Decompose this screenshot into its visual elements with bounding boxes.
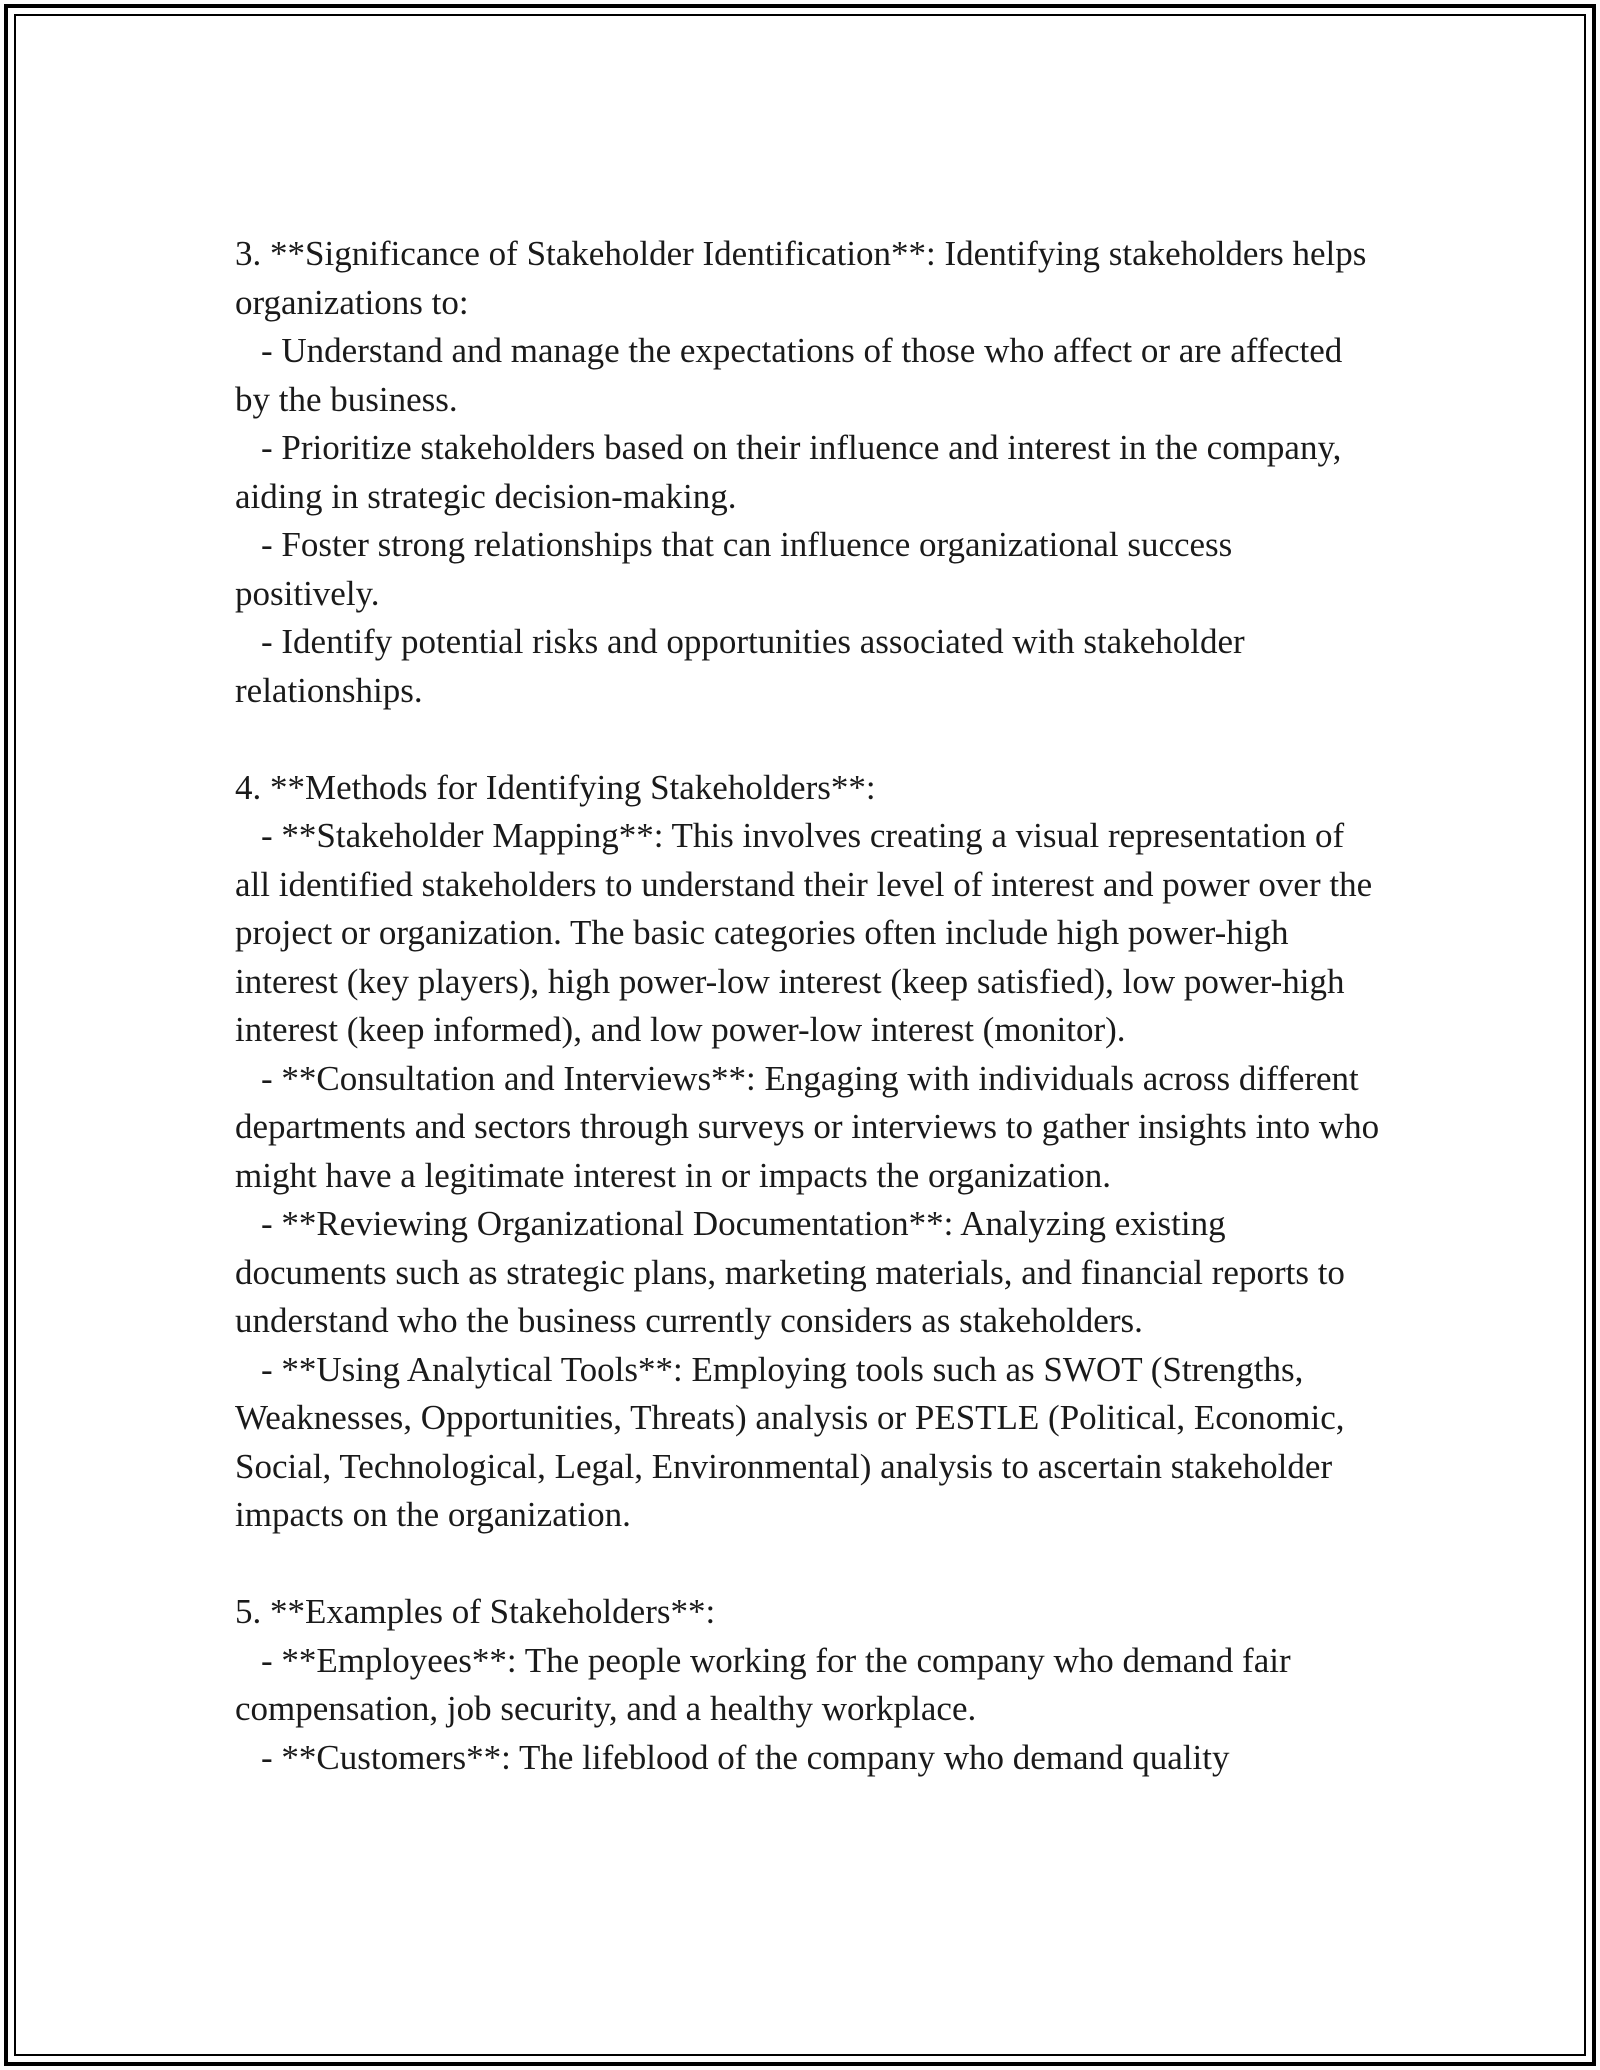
document-body bbox=[235, 230, 1380, 1782]
paragraph-gap bbox=[235, 1540, 1380, 1589]
section-3-item-4: - Identify potential risks and opportunities associated with stakeholder relationships. bbox=[235, 622, 1245, 710]
section-3-heading: 3. **Significance of Stakeholder Identification**: Identifying stakeholders helps organizations to: bbox=[235, 234, 1367, 322]
section-3-item-3: - Foster strong relationships that can influence organizational success positively. bbox=[235, 525, 1233, 613]
section-5-item-1: - **Employees**: The people working for the company who demand fair compensation, job security, and a healthy workplace. bbox=[235, 1640, 1291, 1728]
section-5-item-2: - **Customers**: The lifeblood of the company who demand quality bbox=[261, 1737, 1230, 1777]
section-5-heading: 5. **Examples of Stakeholders**: bbox=[235, 1592, 716, 1631]
section-3-item-2: - Prioritize stakeholders based on their influence and interest in the company, aiding in strategic decision-making. bbox=[235, 428, 1342, 516]
section-4-item-1: - **Stakeholder Mapping**: This involves creating a visual representation of all identified stakeholders to understand their level of interest and power over the project or organization. The basic categories often include high power-high interest (key players), high power-low interest (keep satisfied), low power-high interest (keep informed), and low power-low interest (monitor). bbox=[235, 816, 1373, 1049]
section-4-item-4: - **Using Analytical Tools**: Employing tools such as SWOT (Strengths, Weaknesses, Opportunities, Threats) analysis or PESTLE (Political, Economic, Social, Technological, Legal, Environmental) analysis to ascertain stakeholder impacts on the organization. bbox=[235, 1349, 1345, 1534]
section-3-item-1: - Understand and manage the expectations of those who affect or are affected by the business. bbox=[235, 331, 1343, 419]
section-4-item-2: - **Consultation and Interviews**: Engaging with individuals across different departments and sectors through surveys or interviews to gather insights into who might have a legitimate interest in or impacts the organization. bbox=[235, 1058, 1380, 1195]
section-4-heading: 4. **Methods for Identifying Stakeholders**: bbox=[235, 767, 876, 807]
section-4-item-3: - **Reviewing Organizational Documentation**: Analyzing existing documents such as strategic plans, marketing materials, and financial reports to understand who the business currently considers as stakeholders. bbox=[235, 1204, 1345, 1340]
paragraph-gap bbox=[235, 715, 1380, 764]
